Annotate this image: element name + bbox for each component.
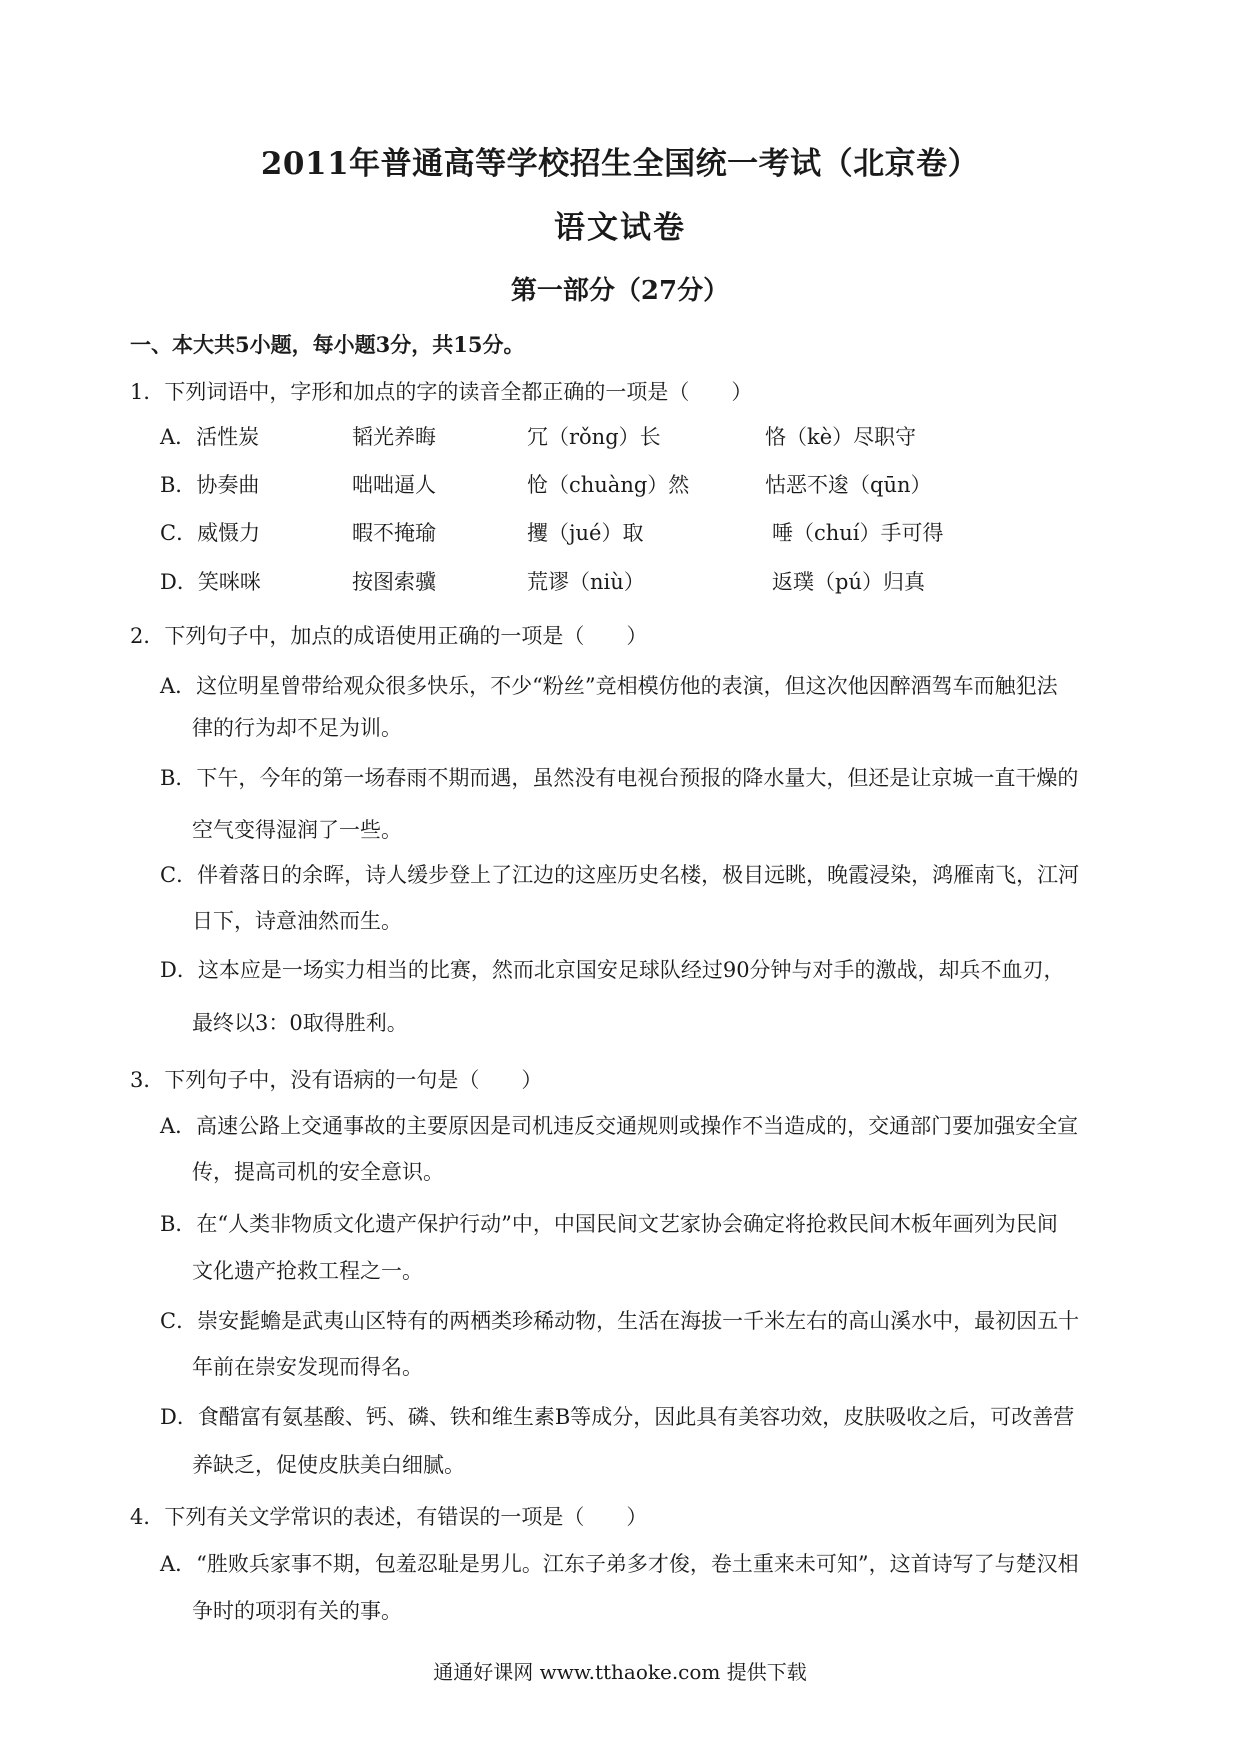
q3-option-a-line1: A．高速公路上交通事故的主要原因是司机违反交通规则或操作不当造成的，交通部门要加强安全宣 <box>160 1114 1079 1138</box>
part-heading: 第一部分（27分） <box>510 276 730 306</box>
q3-option-d-line1: D．食醋富有氨基酸、钙、磷、铁和维生素B等成分，因此具有美容功效，皮肤吸收之后，可改善营 <box>160 1405 1075 1429</box>
q1-b-col3: 怆（chuàng）然 <box>527 473 690 497</box>
q1-c-col3: 攫（jué）取 <box>527 521 644 545</box>
section-heading: 一、本大共5小题，每小题3分，共15分。 <box>130 332 525 357</box>
q4-option-a-line2: 争时的项羽有关的事。 <box>192 1599 402 1623</box>
q3-option-a-line2: 传，提高司机的安全意识。 <box>192 1160 444 1184</box>
q3-stem: 3．下列句子中，没有语病的一句是（ ） <box>130 1068 543 1092</box>
q2-option-b-line2: 空气变得湿润了一些。 <box>192 818 402 842</box>
q1-d-col3: 荒谬（niù） <box>527 570 645 594</box>
exam-title: 2011年普通高等学校招生全国统一考试（北京卷） <box>260 146 980 182</box>
q1-b-col1: B．协奏曲 <box>160 473 260 497</box>
q3-option-b-line1: B．在“人类非物质文化遗产保护行动”中，中国民间文艺家协会确定将抢救民间木板年画列为民间 <box>160 1212 1058 1236</box>
q3-option-c-line2: 年前在崇安发现而得名。 <box>192 1355 423 1379</box>
q1-a-col2: 韬光养晦 <box>352 425 436 449</box>
q1-stem: 1．下列词语中，字形和加点的字的读音全都正确的一项是（ ） <box>130 380 753 404</box>
q2-stem: 2．下列句子中，加点的成语使用正确的一项是（ ） <box>130 624 648 648</box>
q1-c-col2: 暇不掩瑜 <box>352 521 436 545</box>
footer-credit: 通通好课网 www.tthaoke.com 提供下载 <box>433 1660 807 1684</box>
q3-option-b-line2: 文化遗产抢救工程之一。 <box>192 1259 423 1283</box>
q1-b-col2: 咄咄逼人 <box>352 473 436 497</box>
q1-c-col4: 唾（chuí）手可得 <box>772 521 944 545</box>
q2-option-d-line1: D．这本应是一场实力相当的比赛，然而北京国安足球队经过90分钟与对手的激战，却兵不血刃， <box>160 958 1065 982</box>
q2-option-c-line1: C．伴着落日的余晖，诗人缓步登上了江边的这座历史名楼，极目远眺，晚霞浸染，鸿雁南飞，江河 <box>160 863 1080 887</box>
q3-option-d-line2: 养缺乏，促使皮肤美白细腻。 <box>192 1453 465 1477</box>
q1-d-col2: 按图索骥 <box>352 570 436 594</box>
q4-option-a-line1: A．“胜败兵家事不期，包羞忍耻是男儿。江东子弟多才俊，卷土重来未可知”，这首诗写了与楚汉相 <box>160 1552 1079 1576</box>
q1-a-col1: A．活性炭 <box>160 425 260 449</box>
q2-option-a-line2: 律的行为却不足为训。 <box>192 716 402 740</box>
q1-c-col1: C．威慑力 <box>160 521 261 545</box>
q1-a-col4: 恪（kè）尽职守 <box>765 425 917 449</box>
q4-stem: 4．下列有关文学常识的表述，有错误的一项是（ ） <box>130 1505 648 1529</box>
q2-option-d-line2: 最终以3：0取得胜利。 <box>192 1011 408 1035</box>
q2-option-b-line1: B．下午，今年的第一场春雨不期而遇，虽然没有电视台预报的降水量大，但还是让京城一直干燥的 <box>160 766 1079 790</box>
q1-d-col4: 返璞（pú）归真 <box>772 570 925 594</box>
q1-d-col1: D．笑咪咪 <box>160 570 261 594</box>
q1-a-col3: 冗（rǒng）长 <box>527 425 661 449</box>
q2-option-a-line1: A．这位明星曾带给观众很多快乐，不少“粉丝”竞相模仿他的表演，但这次他因醉酒驾车而触犯法 <box>160 674 1058 698</box>
q2-option-c-line2: 日下，诗意油然而生。 <box>192 909 402 933</box>
q3-option-c-line1: C．崇安髭蟾是武夷山区特有的两栖类珍稀动物，生活在海拔一千米左右的高山溪水中，最初因五十 <box>160 1309 1080 1333</box>
q1-b-col4: 怙恶不逡（qūn） <box>765 473 932 497</box>
exam-subtitle: 语文试卷 <box>554 210 686 246</box>
